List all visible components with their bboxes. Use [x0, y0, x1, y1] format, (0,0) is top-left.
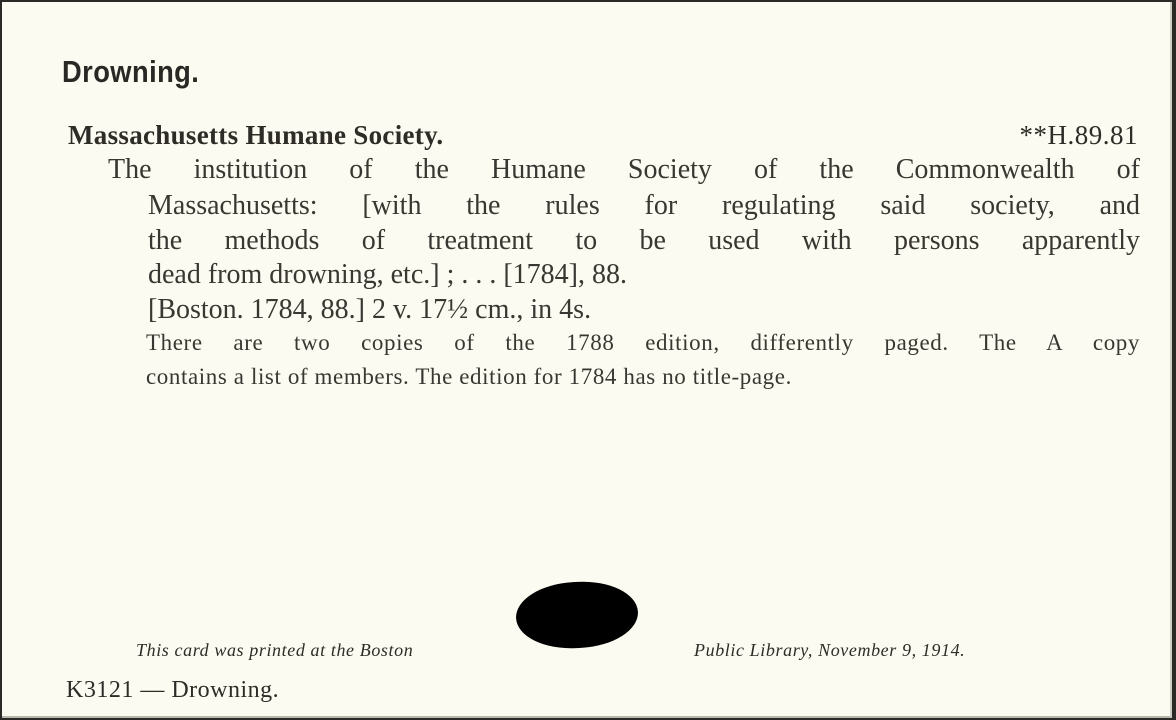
title-line-4: dead from drowning, etc.] ; . . . [1784], 88.	[148, 259, 627, 290]
ink-blot	[514, 579, 639, 651]
printer-note-right: Public Library, November 9, 1914.	[694, 640, 966, 660]
call-number: **H.89.81	[1019, 120, 1138, 150]
note-line-2: contains a list of members. The edition for 1784 has no title-page.	[146, 364, 792, 389]
printer-note-left: This card was printed at the Boston	[136, 640, 414, 660]
title-line-3: the methods of treatment to be used with persons apparently	[148, 225, 1140, 256]
title-line-2: Massachusetts: [with the rules for regulating said society, and	[148, 190, 1140, 221]
note-line-1: There are two copies of the 1788 edition, differently paged. The A copy	[146, 330, 1140, 355]
author-entry: Massachusetts Humane Society.	[68, 120, 444, 150]
title-line-1: The institution of the Humane Society of the Commonwealth of	[108, 154, 1140, 185]
tracing-line: K3121 — Drowning.	[66, 677, 280, 703]
catalog-card	[2, 2, 1172, 718]
subject-heading: Drowning.	[62, 54, 200, 89]
imprint-line: [Boston. 1784, 88.] 2 v. 17½ cm., in 4s.	[148, 294, 592, 325]
